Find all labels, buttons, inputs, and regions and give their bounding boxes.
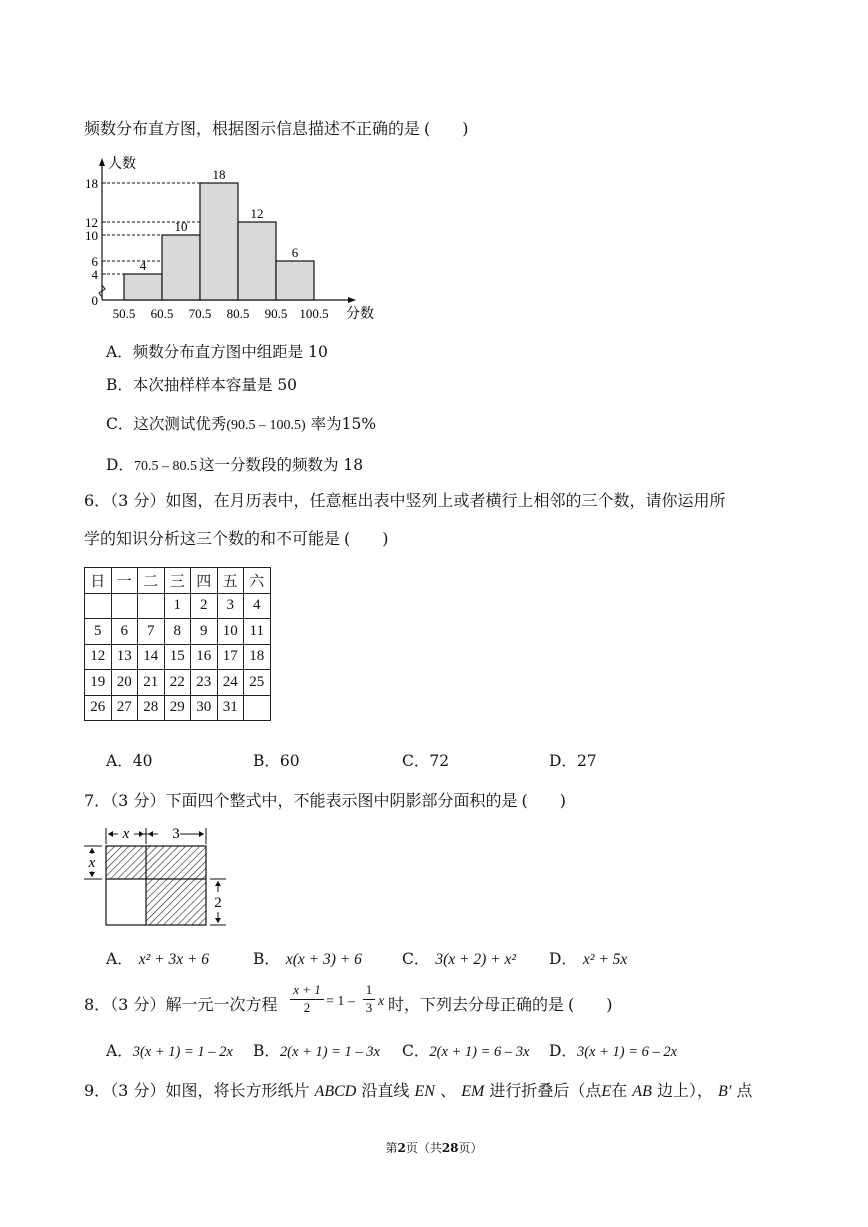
calendar-day [85, 593, 112, 619]
option-key: A． [106, 343, 133, 361]
q6-option-a [106, 749, 152, 771]
calendar-day: 19 [85, 670, 112, 696]
shaded-top-right [146, 846, 206, 879]
y-tick-label: 4 [91, 267, 98, 282]
q8-option-b [253, 1039, 380, 1061]
q5-paren: ( ) [424, 119, 469, 138]
calendar-day: 26 [85, 695, 112, 721]
shaded-bottom-right [146, 879, 206, 925]
x-tick-label: 80.5 [226, 306, 250, 321]
dim-top-x: x [122, 826, 130, 842]
option-key: B． [253, 1042, 280, 1060]
calendar-weekday: 一 [111, 568, 138, 594]
option-key: B． [253, 950, 280, 968]
q9-math: B′ [718, 1083, 732, 1100]
q9-text: 点 [736, 1081, 753, 1100]
y-tick-label: 6 [91, 254, 98, 269]
option-math: 3(x + 1) = 6 – 2x [576, 1044, 678, 1060]
option-key: D． [549, 950, 577, 968]
option-text: 60 [279, 752, 300, 770]
bar-value-label: 6 [291, 245, 299, 260]
calendar-row [85, 593, 271, 619]
option-key: C． [402, 1042, 430, 1060]
calendar-weekday: 四 [191, 568, 218, 594]
calendar-day: 20 [111, 670, 138, 696]
option-text: 这次测试优秀 [133, 415, 227, 433]
q9-math: ABCD [314, 1083, 357, 1100]
option-text: 本次抽样样本容量是 50 [132, 376, 298, 394]
page-footer [0, 1139, 868, 1156]
calendar-day: 31 [217, 695, 244, 721]
option-text: 率为15% [305, 415, 377, 433]
footer-text: 页（共 [405, 1141, 442, 1155]
calendar-weekday: 二 [138, 568, 165, 594]
calendar-day: 1 [164, 593, 191, 619]
calendar-day: 10 [217, 619, 244, 645]
option-key: C． [106, 415, 134, 433]
calendar-day: 18 [244, 644, 271, 670]
histogram-bar [200, 183, 238, 300]
calendar-day: 12 [85, 644, 112, 670]
option-text: 27 [576, 752, 597, 770]
footer-text: 第 [385, 1141, 398, 1155]
option-key: A． [106, 950, 133, 968]
histogram-bar [276, 261, 314, 300]
dim-top-3: 3 [172, 826, 180, 842]
q9-math: EM [461, 1083, 485, 1100]
bar-value-label: 18 [212, 167, 226, 182]
option-key: C． [402, 752, 430, 770]
q9-math: E [601, 1083, 612, 1100]
q8-fraction2 [363, 982, 375, 1016]
chart-group [85, 155, 374, 322]
y-tick-label: 10 [85, 228, 98, 243]
option-text: 72 [429, 752, 450, 770]
histogram-bar [124, 274, 162, 300]
footer-total-pages: 28 [441, 1141, 459, 1155]
calendar-day: 11 [244, 619, 271, 645]
calendar-day: 28 [138, 695, 165, 721]
bar-value-label: 10 [174, 219, 188, 234]
calendar-day: 5 [85, 619, 112, 645]
q6-option-d [549, 749, 597, 771]
q6-option-b [253, 749, 300, 771]
dim-right-2: 2 [214, 895, 222, 911]
y-tick-label: 12 [85, 215, 98, 230]
calendar-day: 23 [191, 670, 218, 696]
calendar-day: 24 [217, 670, 244, 696]
option-key: D． [549, 1042, 577, 1060]
option-key: A． [106, 752, 133, 770]
x-axis-arrow [348, 297, 356, 303]
dim-left-x: x [88, 855, 96, 871]
option-math: 2(x + 1) = 6 – 3x [429, 1044, 530, 1060]
x-axis-label: 分数 [346, 306, 374, 322]
calendar-day: 15 [164, 644, 191, 670]
calendar-day: 16 [191, 644, 218, 670]
q9-math: AB [632, 1083, 652, 1100]
calendar-row [85, 695, 271, 721]
option-key: C． [402, 950, 430, 968]
y-tick-label: 0 [91, 293, 98, 308]
calendar-day: 14 [138, 644, 165, 670]
q6-line2 [84, 526, 389, 549]
q9-text: 在 [611, 1081, 628, 1100]
bar-value-label: 12 [250, 206, 264, 221]
y-tick-label: 18 [85, 176, 98, 191]
q8-option-a [106, 1039, 233, 1061]
q7-option-d [549, 947, 627, 969]
option-key: B． [253, 752, 280, 770]
bar-value-label: 4 [139, 258, 147, 273]
q5-stem [84, 116, 469, 139]
fraction-numerator: 1 [363, 982, 375, 1000]
q6-option-c [402, 749, 449, 771]
option-math: x² + 5x [582, 951, 628, 968]
calendar-day: 29 [164, 695, 191, 721]
q5-option-a [106, 340, 328, 362]
q7-stem-text: 7．（3 分）下面四个整式中，不能表示图中阴影部分面积的是 [84, 791, 518, 810]
option-math: (90.5 – 100.5) [226, 418, 306, 433]
histogram-bar [238, 222, 276, 300]
calendar-weekday: 日 [85, 568, 112, 594]
q7-option-c [402, 947, 516, 969]
option-key: A． [106, 1042, 133, 1060]
x-tick-label: 60.5 [150, 306, 174, 321]
x-tick-label: 100.5 [299, 306, 329, 321]
calendar-day: 3 [217, 593, 244, 619]
calendar-weekday: 三 [164, 568, 191, 594]
q8-var: x [378, 994, 385, 1009]
option-math: 3(x + 2) + x² [435, 951, 517, 968]
calendar-row [85, 670, 271, 696]
q8-stem-pre: 8．（3 分）解一元一次方程 [84, 995, 278, 1014]
calendar-day: 7 [138, 619, 165, 645]
q9-text: 9．（3 分）如图，将长方形纸片 [84, 1081, 310, 1100]
q5-stem-text: 频数分布直方图，根据图示信息描述不正确的是 [84, 119, 421, 138]
calendar-day [111, 593, 138, 619]
calendar-day [244, 695, 271, 721]
q7-stem [84, 788, 566, 811]
option-text: 这一分数段的频数为 18 [198, 456, 364, 474]
calendar-day: 22 [164, 670, 191, 696]
option-math: x(x + 3) + 6 [285, 951, 362, 968]
q8-stem-post [388, 992, 613, 1015]
option-math: 2(x + 1) = 1 – 3x [279, 1044, 380, 1060]
q8-paren: ( ) [568, 995, 613, 1014]
fraction-numerator: x + 1 [290, 982, 324, 1000]
calendar-day: 4 [244, 593, 271, 619]
calendar-weekday: 五 [217, 568, 244, 594]
option-math: 3(x + 1) = 1 – 2x [132, 1044, 233, 1060]
calendar-day: 27 [111, 695, 138, 721]
q9-text: 边上）， [656, 1081, 713, 1100]
calendar-row [85, 644, 271, 670]
calendar-day: 21 [138, 670, 165, 696]
x-tick-label: 90.5 [264, 306, 288, 321]
option-text: 40 [132, 752, 153, 770]
calendar-header-row [85, 568, 271, 594]
q5-option-b [106, 373, 297, 395]
calendar-day: 9 [191, 619, 218, 645]
q8-numerator [290, 982, 324, 1016]
calendar-day: 25 [244, 670, 271, 696]
calendar-day [138, 593, 165, 619]
y-axis-arrow [99, 158, 105, 166]
shaded-top-left [106, 846, 146, 879]
q9-line [84, 1078, 752, 1101]
fraction-denominator: 2 [303, 1000, 311, 1015]
calendar-row [85, 619, 271, 645]
calendar-day: 2 [191, 593, 218, 619]
q6-paren: ( ) [344, 529, 389, 548]
footer-text: 页） [458, 1141, 483, 1155]
option-key: B． [106, 376, 133, 394]
calendar-weekday: 六 [244, 568, 271, 594]
q9-text: 沿直线 [361, 1081, 410, 1100]
option-text: 频数分布直方图中组距是 10 [132, 343, 328, 361]
calendar-day: 30 [191, 695, 218, 721]
fraction-denominator: 3 [365, 1000, 373, 1015]
q9-text: 、 [440, 1081, 457, 1100]
calendar-day: 13 [111, 644, 138, 670]
x-tick-label: 50.5 [112, 306, 136, 321]
q9-math: EN [414, 1083, 435, 1100]
calendar-table [84, 567, 271, 721]
shaded-rectangle-figure [80, 824, 240, 934]
footer-page-number: 2 [397, 1141, 406, 1155]
option-key: D． [106, 456, 134, 474]
q7-paren: ( ) [521, 791, 566, 810]
q8-option-d [549, 1039, 677, 1061]
q6-line2-text: 学的知识分析这三个数的和不可能是 [84, 529, 341, 548]
q8-stem-post-text: 时，下列去分母正确的是 [388, 995, 565, 1014]
calendar-day: 17 [217, 644, 244, 670]
calendar-day: 8 [164, 619, 191, 645]
option-key: D． [549, 752, 577, 770]
q9-text: 进行折叠后（点 [489, 1081, 602, 1100]
q8-option-c [402, 1039, 529, 1061]
q7-option-b [253, 947, 362, 969]
calendar-day: 6 [111, 619, 138, 645]
x-tick-label: 70.5 [188, 306, 212, 321]
q5-option-c [106, 412, 376, 434]
q7-option-a [106, 947, 209, 969]
q6-line1: 6．（3 分）如图，在月历表中，任意框出表中竖列上或者横行上相邻的三个数，请你运用所 [84, 491, 726, 510]
option-math: 70.5 – 80.5 [133, 459, 197, 474]
q8-equals: = 1 – [326, 994, 355, 1009]
y-axis-label: 人数 [108, 156, 136, 172]
option-math: x² + 3x + 6 [138, 951, 210, 968]
q5-option-d [106, 453, 363, 475]
histogram-bar [162, 235, 200, 300]
histogram-chart [84, 150, 394, 330]
